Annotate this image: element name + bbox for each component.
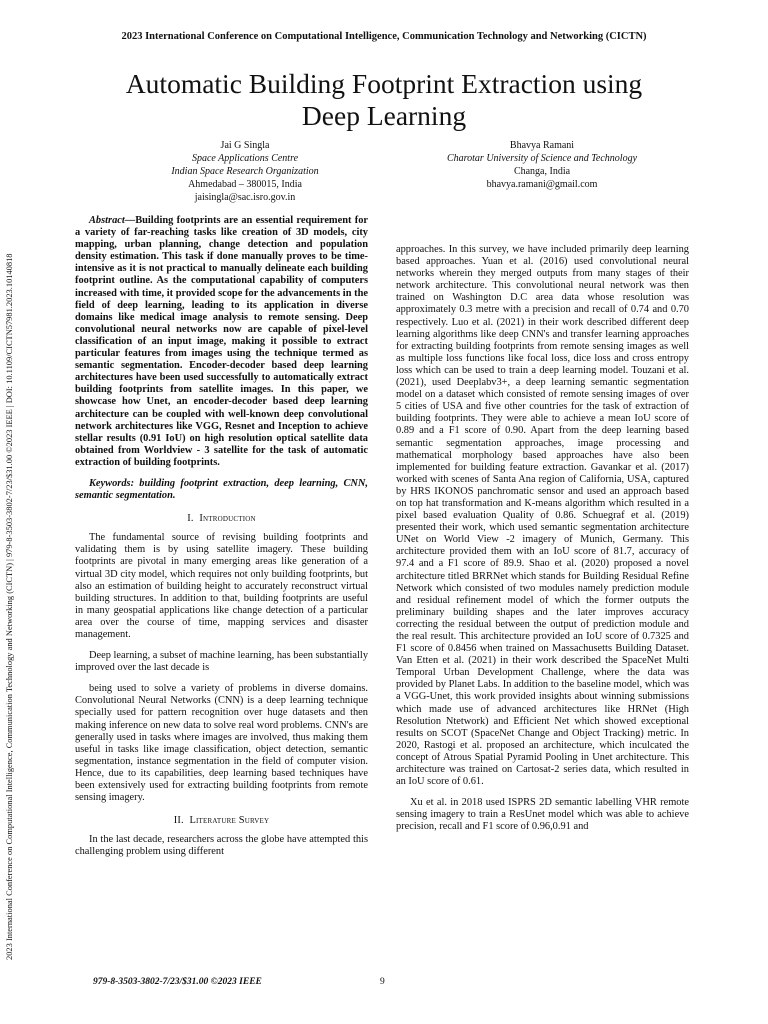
section-number: II.	[173, 815, 184, 827]
author-affiliation: Charotar University of Science and Technology	[446, 153, 638, 164]
literature-paragraph-1: In the last decade, researchers across the globe have attempted this challenging problem using different	[75, 834, 368, 858]
abstract	[75, 215, 368, 469]
side-citation-text: 2023 International Conference on Computational Intelligence, Communication Technology and Networking (CICTN) | 979-8-3503-3802-7/23/$31.00 ©2023 IEEE | DOI: 10.1109/CICTN57981.2023.10140818	[5, 253, 14, 960]
section-heading-literature-survey	[75, 815, 368, 827]
section-number: I.	[187, 513, 194, 525]
keywords: Keywords: building footprint extraction, deep learning, CNN, semantic segmentation.	[75, 477, 368, 502]
author-email: jaisingla@sac.isro.gov.in	[194, 192, 296, 203]
section-heading-introduction	[75, 513, 368, 525]
author-block-1	[95, 139, 395, 204]
author-affiliation: Space Applications Centre	[191, 153, 299, 164]
footer-isbn: 979-8-3503-3802-7/23/$31.00 ©2023 IEEE	[93, 977, 262, 987]
author-name: Jai G Singla	[220, 140, 270, 151]
literature-paragraph-2: approaches. In this survey, we have included primarily deep learning based approaches. Yuan et al. (2016) used convolutional neural networks wherein they merged outputs from many stages of their network architecture. This convolutional neural network was then trained on Washington D.C area data whose resolution was approximately 0.3 metre with a precision and recall of 0.74 and 0.70 respectively. Luo et al. (2021) in their work described different deep learning algorithms like deep CNN's and transfer learning approaches for extracting building footprints from remote sensing images as well as multiple loss functions like focal loss, dice loss and cross entropy loss which can be used to train a deep learning model. Touzani et al. (2021), used Deeplabv3+, a deep learning semantic segmentation model on a dataset which consisted of remote sensing images of over 5 cities of USA and five other countries for the task of extraction of building footprints. They were able to achieve a mean IoU score of 0.89 and a F1 score of 0.90. Apart from the deep learning based semantic segmentation approaches, image processing and mathematical morphology based approaches have also been implemented for building feature extraction. Gavankar et al. (2017) worked with scenes of Santa Ana region of California, USA, captured by HRS IKONOS panchromatic sensor and used an approach based on top hat transformation and K-means algorithm which resulted in a pixel based evaluation Quality of 0.86. Schuegraf et al. (2019) presented their work, which used semantic segmentation architecture UNet on World View -2 imagery of Munich, Germany. This architecture provided them with an IoU score of 81.7, accuracy of 97.4 and a F1 score of 89.9. Shao et al. (2020) proposed a novel architecture titled BRRNet which stands for Building Residual Refine Network which consisted of two modules namely prediction module and residual refinement model of which the former outputs the preliminary building shapes and the later improves accuracy correcting the residual between the output of prediction module and the real result. This architecture provided an IoU score of 0.7325 and F1 score of 0.8456 when trained on Massachusetts Building Dataset. Van Etten et al. (2021) in their work described the SpaceNet Multi Temporal Urban Development Challenge, where the data was provided by Planet Labs. In addition to the baseline model, which was a VGG-Unet, this work provided insights about winning submissions which made use of advanced architectures like HRNet (High Resolution Ntetwork) and Efficient Net which showed exceptional results on SCOT (SpaceNet Change and Object Tracking) metric. In 2020, Rastogi et al. proposed an architecture, which inculcated the concept of Atrous Spatial Pyramid Pooling in Unet architecture. This architecture was trained on Cartosat-2 series data, which resulted in an IoU score of 0.61.	[396, 244, 689, 788]
author-block-2	[392, 139, 692, 191]
intro-paragraph-2: Deep learning, a subset of machine learning, has been substantially improved over the last decade is	[75, 650, 369, 674]
intro-paragraph-1: The fundamental source of revising building footprints and validating them is by using satellite imagery. These building footprints are pivotal in many emerging areas like generation of a virtual 3D city model, which requires not only building footprints, but also an estimation of building height to accurately reconstruct virtual building structures. In addition to that, building footprints are useful in many geospatial applications like change detection of a particular area over the course of time, mapping services and disaster management.	[75, 532, 368, 640]
title-line-2: Deep Learning	[301, 100, 467, 131]
right-column	[396, 244, 689, 834]
conference-header: 2023 International Conference on Computational Intelligence, Communication Technology and Networking (CICTN)	[121, 31, 647, 42]
left-column	[75, 215, 368, 859]
abstract-lead: Abstract—	[89, 215, 136, 226]
author-email: bhavya.ramani@gmail.com	[486, 179, 598, 190]
author-name: Bhavya Ramani	[509, 140, 575, 151]
section-title: Literature Survey	[189, 815, 270, 827]
literature-paragraph-3: Xu et al. in 2018 used ISPRS 2D semantic labelling VHR remote sensing imagery to train a ResUnet model which was able to achieve precision, recall and F1 score of 0.96,0.91 and	[396, 797, 689, 833]
title-line-1: Automatic Building Footprint Extraction using	[125, 68, 643, 99]
page-number: 9	[380, 977, 385, 987]
abstract-text: Building footprints are an essential requirement for a variety of far-reaching tasks like creation of 3D models, city mapping, urban planning, change detection and population density estimation. This task if done manually proves to be time-intensive as it is not practical to manually delineate each building footprint outline. As the computational capability of computers increased with time, it provided scope for the advancements in the field of deep learning, leading to its application in diverse domains like medical image analysis to remote sensing. Deep convolutional neural networks now are capable of pixel-level classification of an input image, making it possible to extract particular features from images using the technique termed as semantic segmentation. Encoder-decoder based deep learning architectures have been used successfully to automatically extract building footprints from satellite images. In this paper, we showcase how Unet, an encoder-decoder based deep learning architecture can be coupled with well-known deep convolutional network architectures like VGG, Resnet and Inception to achieve stellar results (0.91 IoU) on high resolution optical satellite data obtained from Worldview - 3 satellite for the task of automatic extraction of building footprints.	[75, 215, 368, 468]
section-title: Introduction	[199, 513, 256, 525]
author-affiliation: Indian Space Research Organization	[171, 166, 319, 177]
author-location: Changa, India	[513, 166, 571, 177]
paper-title	[60, 68, 708, 132]
intro-paragraph-3: being used to solve a variety of problems in diverse domains. Convolutional Neural Networks (CNN) is a deep learning technique specially used for pattern recognition over huge datasets and then making inference on new data to solve real word problems. CNN's are generally used in tasks where images are involved, thus making them useful in tasks like image classification, object detection, semantic segmentation, instance segmentation in the field of computer vision. Hence, due to its capabilities, deep learning based techniques have been extensively used for extracting building footprints from remote sensing imagery.	[75, 683, 368, 804]
author-location: Ahmedabad – 380015, India	[188, 179, 302, 190]
